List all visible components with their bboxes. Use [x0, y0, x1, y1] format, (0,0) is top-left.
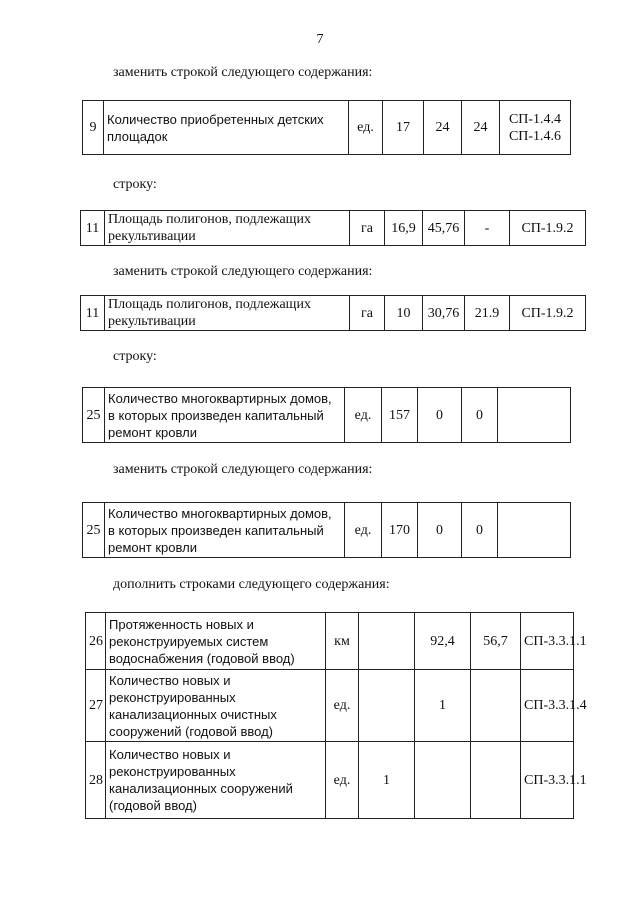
cell-value-3	[471, 742, 521, 819]
cell-value-1: 157	[382, 388, 418, 443]
cell-value-3: 21.9	[465, 296, 510, 331]
table-row-25-new	[82, 502, 571, 558]
table-row-25-old	[82, 387, 571, 443]
cell-value-3: 24	[462, 101, 500, 155]
instruction-replace-2: заменить строкой следующего содержания:	[113, 264, 373, 279]
instruction-replace-3: заменить строкой следующего содержания:	[113, 462, 373, 477]
cell-value-2: 1	[415, 670, 471, 742]
table-row-28	[86, 742, 574, 819]
cell-value-2: 92,4	[415, 613, 471, 670]
table-row-26	[86, 613, 574, 670]
page-number: 7	[316, 32, 324, 47]
cell-unit: ед.	[345, 388, 382, 443]
cell-value-2: 45,76	[423, 211, 465, 246]
cell-unit: га	[350, 296, 385, 331]
cell-num: 26	[86, 613, 106, 670]
instruction-replace-1: заменить строкой следующего содержания:	[113, 65, 373, 80]
instruction-row-1: строку:	[113, 177, 157, 192]
cell-code: СП-3.3.1.1	[521, 742, 574, 819]
cell-value-3: 56,7	[471, 613, 521, 670]
cell-unit: ед.	[326, 670, 359, 742]
cell-code	[498, 388, 571, 443]
table-row-9-new	[82, 100, 571, 155]
cell-code: СП-3.3.1.4	[521, 670, 574, 742]
cell-value-3: -	[465, 211, 510, 246]
cell-num: 25	[83, 388, 105, 443]
table-row-11-new	[80, 295, 586, 331]
cell-value-2: 0	[418, 503, 462, 558]
cell-code	[498, 503, 571, 558]
table-row-11-old	[80, 210, 586, 246]
cell-unit: ед.	[326, 742, 359, 819]
cell-value-1	[359, 670, 415, 742]
cell-num: 28	[86, 742, 106, 819]
cell-value-1: 17	[383, 101, 424, 155]
table-row-27	[86, 670, 574, 742]
cell-unit: ед.	[345, 503, 382, 558]
cell-code: СП-3.3.1.1	[521, 613, 574, 670]
cell-name: Площадь полигонов, подлежащих рекультивации	[105, 296, 350, 331]
cell-value-2: 30,76	[423, 296, 465, 331]
cell-value-1: 1	[359, 742, 415, 819]
instruction-row-2: строку:	[113, 349, 157, 364]
cell-value-2: 0	[418, 388, 462, 443]
cell-value-1: 16,9	[385, 211, 423, 246]
cell-name: Площадь полигонов, подлежащих рекультивации	[105, 211, 350, 246]
cell-name: Количество приобретенных детских площадок	[104, 101, 349, 155]
cell-code: СП-1.9.2	[510, 211, 586, 246]
cell-num: 9	[83, 101, 104, 155]
cell-code: СП-1.9.2	[510, 296, 586, 331]
cell-value-2: 24	[424, 101, 462, 155]
instruction-add: дополнить строками следующего содержания:	[113, 577, 390, 592]
cell-code: СП-1.4.4 СП-1.4.6	[500, 101, 571, 155]
table-added-rows	[85, 612, 587, 819]
cell-value-2	[415, 742, 471, 819]
cell-name: Протяженность новых и реконструируемых систем водоснабжения (годовой ввод)	[106, 613, 326, 670]
cell-value-1: 10	[385, 296, 423, 331]
cell-name: Количество многоквартирных домов, в которых произведен капитальный ремонт кровли	[105, 503, 345, 558]
cell-num: 11	[81, 296, 105, 331]
cell-num: 27	[86, 670, 106, 742]
cell-name: Количество новых и реконструированных канализационных сооружений (годовой ввод)	[106, 742, 326, 819]
cell-value-1: 170	[382, 503, 418, 558]
cell-value-3: 0	[462, 388, 498, 443]
cell-num: 11	[81, 211, 105, 246]
cell-value-3: 0	[462, 503, 498, 558]
cell-unit: ед.	[349, 101, 383, 155]
cell-name: Количество новых и реконструированных канализационных очистных сооружений (годовой ввод)	[106, 670, 326, 742]
cell-name: Количество многоквартирных домов, в которых произведен капитальный ремонт кровли	[105, 388, 345, 443]
cell-unit: га	[350, 211, 385, 246]
cell-unit: км	[326, 613, 359, 670]
cell-value-3	[471, 670, 521, 742]
cell-num: 25	[83, 503, 105, 558]
cell-value-1	[359, 613, 415, 670]
